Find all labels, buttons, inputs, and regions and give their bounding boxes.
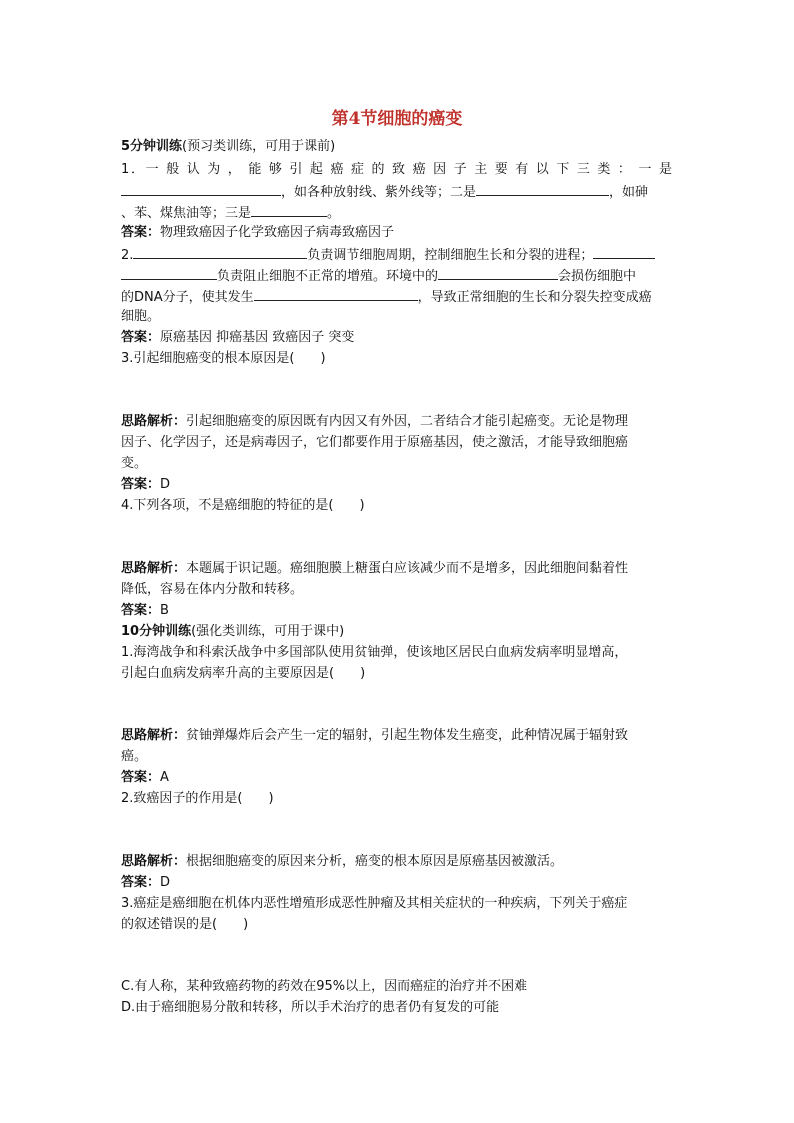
q2-text: ，导致正常细胞的生长和分裂失控变成癌: [417, 290, 652, 305]
q1-text: 。: [327, 206, 341, 221]
fill-blank[interactable]: [438, 266, 558, 280]
section-title: 10分钟训练: [121, 624, 192, 639]
p2-answer: [121, 874, 170, 892]
fill-blank[interactable]: [133, 245, 307, 259]
section-note: (强化类训练，可用于课中): [191, 624, 345, 639]
question-number: 2.: [121, 248, 134, 263]
fill-blank[interactable]: [593, 245, 655, 259]
p3-option-d: D.由于癌细胞易分散和转移，所以手术治疗的患者仍有复发的可能: [121, 1000, 500, 1015]
analysis-text: 引起细胞癌变的原因既有内因又有外因，二者结合才能引起癌变。无论是物理: [186, 414, 629, 429]
section-note: (预习类训练，可用于课前): [182, 139, 336, 154]
answer-label: 答案：: [121, 225, 161, 240]
answer-text: 物理致癌因子化学致癌因子病毒致癌因子: [160, 225, 395, 240]
answer-text: 原癌基因 抑癌基因 致癌因子 突变: [160, 330, 355, 345]
q3-analysis: [121, 413, 628, 431]
q2-line4: 细胞。: [121, 309, 161, 324]
q1-line1: 1．一 般 认 为 ， 能 够 引 起 癌 症 的 致 癌 因 子 主 要 有 以 下 三 类 ： 一 是: [121, 162, 672, 177]
q2-line3: [121, 287, 652, 307]
q1-line3: [121, 203, 340, 223]
fill-blank[interactable]: [476, 182, 609, 196]
q3-stem: 3.引起细胞癌变的根本原因是( ): [121, 351, 326, 366]
fill-blank[interactable]: [251, 203, 327, 217]
q2-answer: [121, 329, 354, 347]
p1-analysis-line2: 癌。: [121, 749, 148, 764]
fill-blank[interactable]: [121, 266, 217, 280]
q4-analysis: [121, 560, 628, 578]
answer-text: B: [160, 603, 169, 618]
q2-text: 的DNA分子，使其发生: [121, 290, 254, 305]
p2-analysis: [121, 853, 563, 871]
analysis-label: 思路解析：: [121, 728, 187, 743]
p1-analysis: [121, 727, 628, 745]
section-heading-10min: [121, 623, 344, 641]
q3-answer: [121, 476, 170, 494]
q1-line2: [121, 182, 648, 202]
answer-text: D: [160, 477, 171, 492]
analysis-label: 思路解析：: [121, 854, 187, 869]
p3-option-c: C.有人称，某种致癌药物的药效在95%以上，因而癌症的治疗并不困难: [121, 979, 528, 994]
answer-text: D: [160, 875, 171, 890]
q4-answer: [121, 602, 169, 620]
section-title: 5分钟训练: [121, 139, 183, 154]
answer-text: A: [160, 770, 169, 785]
q2-text: 会损伤细胞中: [558, 269, 637, 284]
answer-label: 答案：: [121, 770, 161, 785]
section-heading-5min: [121, 138, 335, 156]
answer-label: 答案：: [121, 330, 161, 345]
answer-label: 答案：: [121, 603, 161, 618]
p1-answer: [121, 769, 169, 787]
q4-analysis-line2: 降低，容易在体内分散和转移。: [121, 582, 304, 597]
analysis-label: 思路解析：: [121, 561, 187, 576]
q2-text: 负责阻止细胞不正常的增殖。环境中的: [217, 269, 439, 284]
fill-blank[interactable]: [121, 182, 281, 196]
q1-answer: [121, 224, 394, 242]
fill-blank[interactable]: [254, 287, 418, 301]
q2-line2: [121, 266, 636, 286]
p1-line1: 1.海湾战争和科索沃战争中多国部队使用贫铀弹，使该地区居民白血病发病率明显增高，: [121, 645, 628, 660]
q1-text: ，如各种放射线、紫外线等；二是: [281, 185, 477, 200]
p1-line2: 引起白血病发病率升高的主要原因是( ): [121, 666, 366, 681]
q1-text: ，如砷: [609, 185, 649, 200]
q3-analysis-line3: 变。: [121, 456, 148, 471]
p2-stem: 2.致癌因子的作用是( ): [121, 791, 274, 806]
answer-label: 答案：: [121, 477, 161, 492]
page-title: 第4节细胞的癌变: [331, 109, 463, 129]
analysis-text: 本题属于识记题。癌细胞膜上糖蛋白应该减少而不是增多，因此细胞间黏着性: [186, 561, 629, 576]
q3-analysis-line2: 因子、化学因子，还是病毒因子，它们都要作用于原癌基因，使之激活，才能导致细胞癌: [121, 435, 629, 450]
q4-stem: 4.下列各项，不是癌细胞的特征的是( ): [121, 498, 365, 513]
p3-line1: 3.癌症是癌细胞在机体内恶性增殖形成恶性肿瘤及其相关症状的一种疾病，下列关于癌症: [121, 896, 628, 911]
analysis-label: 思路解析：: [121, 414, 187, 429]
analysis-text: 根据细胞癌变的原因来分析，癌变的根本原因是原癌基因被激活。: [186, 854, 564, 869]
analysis-text: 贫铀弹爆炸后会产生一定的辐射，引起生物体发生癌变，此种情况属于辐射致: [186, 728, 629, 743]
p3-line2: 的叙述错误的是( ): [121, 917, 249, 932]
q2-text: 负责调节细胞周期，控制细胞生长和分裂的进程；: [307, 248, 594, 263]
answer-label: 答案：: [121, 875, 161, 890]
q1-text: 、苯、煤焦油等；三是: [121, 206, 252, 221]
q2-line1: [121, 245, 655, 265]
